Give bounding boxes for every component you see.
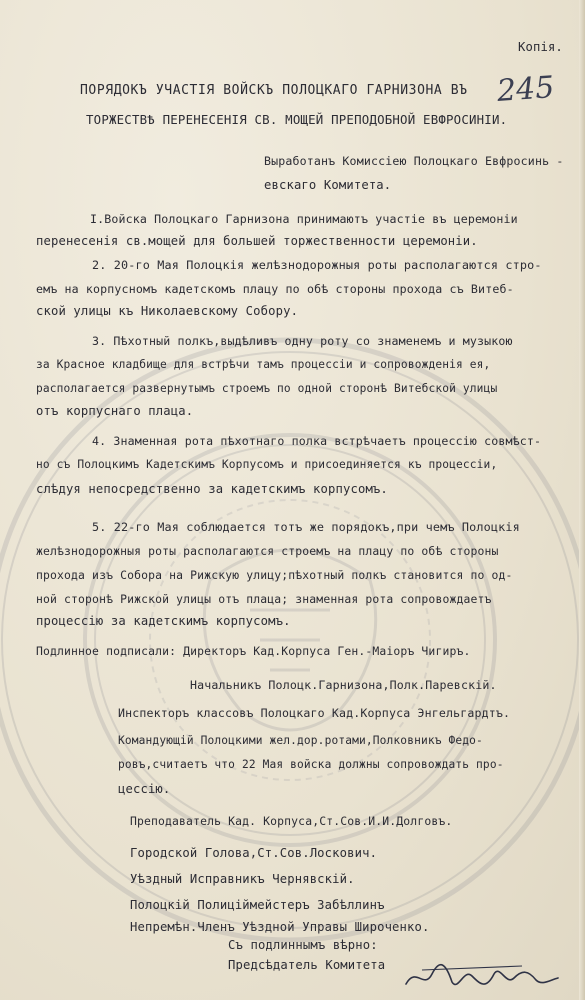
subtitle-line-1: Выработанъ Комиссiею Полоцкаго Евфросинь - (264, 154, 564, 168)
certified-true-copy: Съ подлиннымъ вѣрно: (228, 938, 378, 952)
signature-line-10: Непремѣн.Членъ Уѣздной Управы Широченко. (130, 920, 430, 934)
section-5-line-2: желѣзнодорожныя роты располагаются строемъ на плацу по обѣ стороны (36, 544, 499, 558)
signature-line-8: Уѣздный Исправникъ Чернявскій. (130, 872, 355, 886)
signature-line-7: Городской Голова,Ст.Сов.Лоскович. (130, 846, 378, 860)
title-line-1: ПОРЯДОКЪ УЧАСТІЯ ВОЙСКЪ ПОЛОЦКАГО ГАРНИЗОНА ВЪ (80, 83, 468, 98)
title-line-2: ТОРЖЕСТВѢ ПЕРЕНЕСЕНІЯ СВ. МОЩЕЙ ПРЕПОДОБНОЙ ЕВФРОСИНІИ. (86, 112, 508, 127)
section-5-line-4: ной сторонѣ Рижской улицы отъ плаца; знаменная рота сопровождаетъ (36, 592, 492, 606)
signature-line-6: Преподаватель Кад. Корпуса,Ст.Сов.И.И.Долговъ. (130, 814, 453, 828)
section-3-line-1: 3. Пѣхотный полкъ,выдѣливъ одну роту со знаменемъ и музыкою (92, 334, 513, 348)
signature-line-1: Начальникъ Полоцк.Гарнизона,Полк.Паревскій. (190, 678, 497, 692)
section-4-line-3: слѣдуя непосредственно за кадетскимъ корпусомъ. (36, 482, 388, 496)
committee-chairman: Предсѣдатель Комитета (228, 958, 386, 972)
signature-line-3: Командующій Полоцкими жел.дор.ротами,Полковникъ Федо- (118, 734, 483, 747)
signature-line-4: ровъ,считаетъ что 22 Мая войска должны сопровождать про- (118, 758, 504, 771)
handwritten-signature (402, 960, 562, 994)
signature-line-2: Инспекторъ классовъ Полоцкаго Кад.Корпуса Энгельгардтъ. (118, 706, 511, 720)
section-3-line-3: располагается развернутымъ строемъ по одной сторонѣ Витебской улицы (36, 382, 498, 395)
section-1-line-1: І.Войска Полоцкаго Гарнизона принимаютъ участіе въ церемоніи (90, 212, 518, 226)
section-5-line-5: процессію за кадетскимъ корпусомъ. (36, 614, 291, 628)
section-5-line-3: прохода изъ Собора на Рижскую улицу;пѣхотный полкъ становится по од- (36, 568, 513, 582)
copy-label: Копія. (518, 40, 563, 54)
handwritten-archive-number: 245 (495, 70, 556, 109)
section-2-line-3: ской улицы къ Николаевскому Собору. (36, 304, 299, 318)
signed-by-lead: Подлинное подписали: Директоръ Кад.Корпуса Ген.-Маіоръ Чигиръ. (36, 644, 471, 658)
section-3-line-4: отъ корпуснаго плаца. (36, 404, 194, 418)
section-4-line-1: 4. Знаменная рота пѣхотнаго полка встрѣчаетъ процессію совмѣст- (92, 434, 542, 448)
paper-edge (579, 0, 585, 1000)
signature-line-9: Полоцкій Полиціймейстеръ Забѣллинъ (130, 898, 385, 912)
section-5-line-1: 5. 22-го Мая соблюдается тотъ же порядокъ,при чемъ Полоцкія (92, 520, 520, 534)
section-1-line-2: перенесенія св.мощей для большей торжественности церемоніи. (36, 234, 478, 248)
section-2-line-2: емъ на корпусномъ кадетскомъ плацу по обѣ стороны прохода съ Витеб- (36, 282, 514, 296)
section-3-line-2: за Красное кладбище для встрѣчи тамъ процессіи и сопровожденія ея, (36, 358, 491, 371)
section-2-line-1: 2. 20-го Мая Полоцкія желѣзнодорожныя роты располагаются стро- (92, 258, 542, 272)
signature-line-5: цессію. (118, 782, 171, 796)
section-4-line-2: но съ Полоцкимъ Кадетскимъ Корпусомъ и присоединяется къ процессіи, (36, 458, 498, 471)
subtitle-line-2: евскаго Комитета. (264, 178, 392, 192)
